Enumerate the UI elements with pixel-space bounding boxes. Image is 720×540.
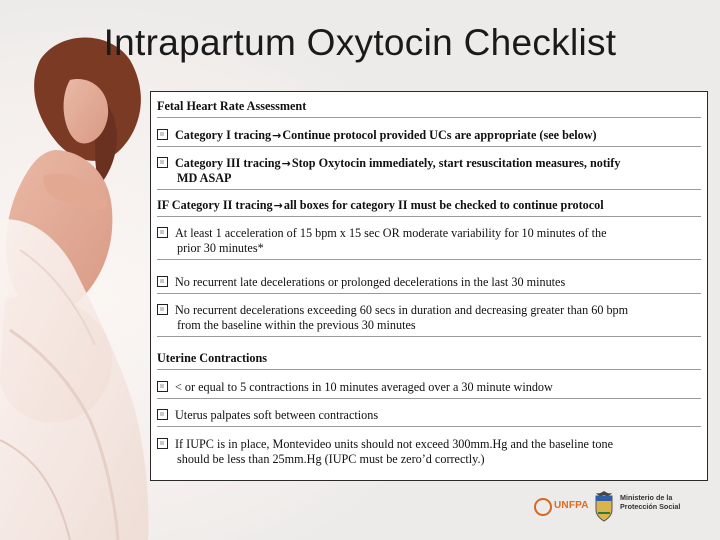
checkbox-icon[interactable]	[157, 304, 168, 315]
right-arrow-icon: →	[273, 199, 283, 212]
list-item-uterus-soft: Uterus palpates soft between contractions	[157, 408, 701, 427]
checkbox-icon[interactable]	[157, 409, 168, 420]
section-heading-category-2: IF Category II tracing→all boxes for category II must be checked to continue protocol	[157, 198, 701, 217]
right-arrow-icon: →	[281, 157, 291, 170]
page-title: Intrapartum Oxytocin Checklist	[103, 22, 617, 63]
list-item-no-recurrent-decelerations: No recurrent decelerations exceeding 60 secs in duration and decreasing greater than 60 bpm from the baseline within the previous 30 minutes	[157, 303, 701, 337]
checkbox-icon[interactable]	[157, 129, 168, 140]
right-arrow-icon: →	[272, 129, 282, 142]
ministry-logo-text: Ministerio de la Protección Social	[620, 493, 681, 511]
colombia-coat-of-arms-icon	[592, 490, 616, 524]
list-item-category-1: Category I tracing→Continue protocol provided UCs are appropriate (see below)	[157, 128, 701, 147]
checkbox-icon[interactable]	[157, 227, 168, 238]
section-heading-fhr: Fetal Heart Rate Assessment	[157, 99, 701, 118]
checkbox-icon[interactable]	[157, 381, 168, 392]
list-item-acceleration: At least 1 acceleration of 15 bpm x 15 sec OR moderate variability for 10 minutes of the prior 30 minutes*	[157, 226, 701, 260]
checkbox-icon[interactable]	[157, 438, 168, 449]
checkbox-icon[interactable]	[157, 276, 168, 287]
unfpa-logo: UNFPA	[554, 500, 589, 511]
list-item-no-late-decelerations: No recurrent late decelerations or prolonged decelerations in the last 30 minutes	[157, 275, 701, 294]
checklist-card	[150, 91, 708, 481]
un-globe-icon	[534, 498, 552, 516]
list-item-contractions: < or equal to 5 contractions in 10 minutes averaged over a 30 minute window	[157, 380, 701, 399]
section-heading-uterine-contractions: Uterine Contractions	[157, 351, 701, 370]
list-item-category-3: Category III tracing→Stop Oxytocin immediately, start resuscitation measures, notify MD ASAP	[157, 156, 701, 190]
logo-strip	[520, 486, 720, 536]
list-item-iupc: If IUPC is in place, Montevideo units should not exceed 300mm.Hg and the baseline tone should be less than 25mm.Hg (IUPC must be zero’d correctly.)	[157, 437, 701, 470]
checkbox-icon[interactable]	[157, 157, 168, 168]
